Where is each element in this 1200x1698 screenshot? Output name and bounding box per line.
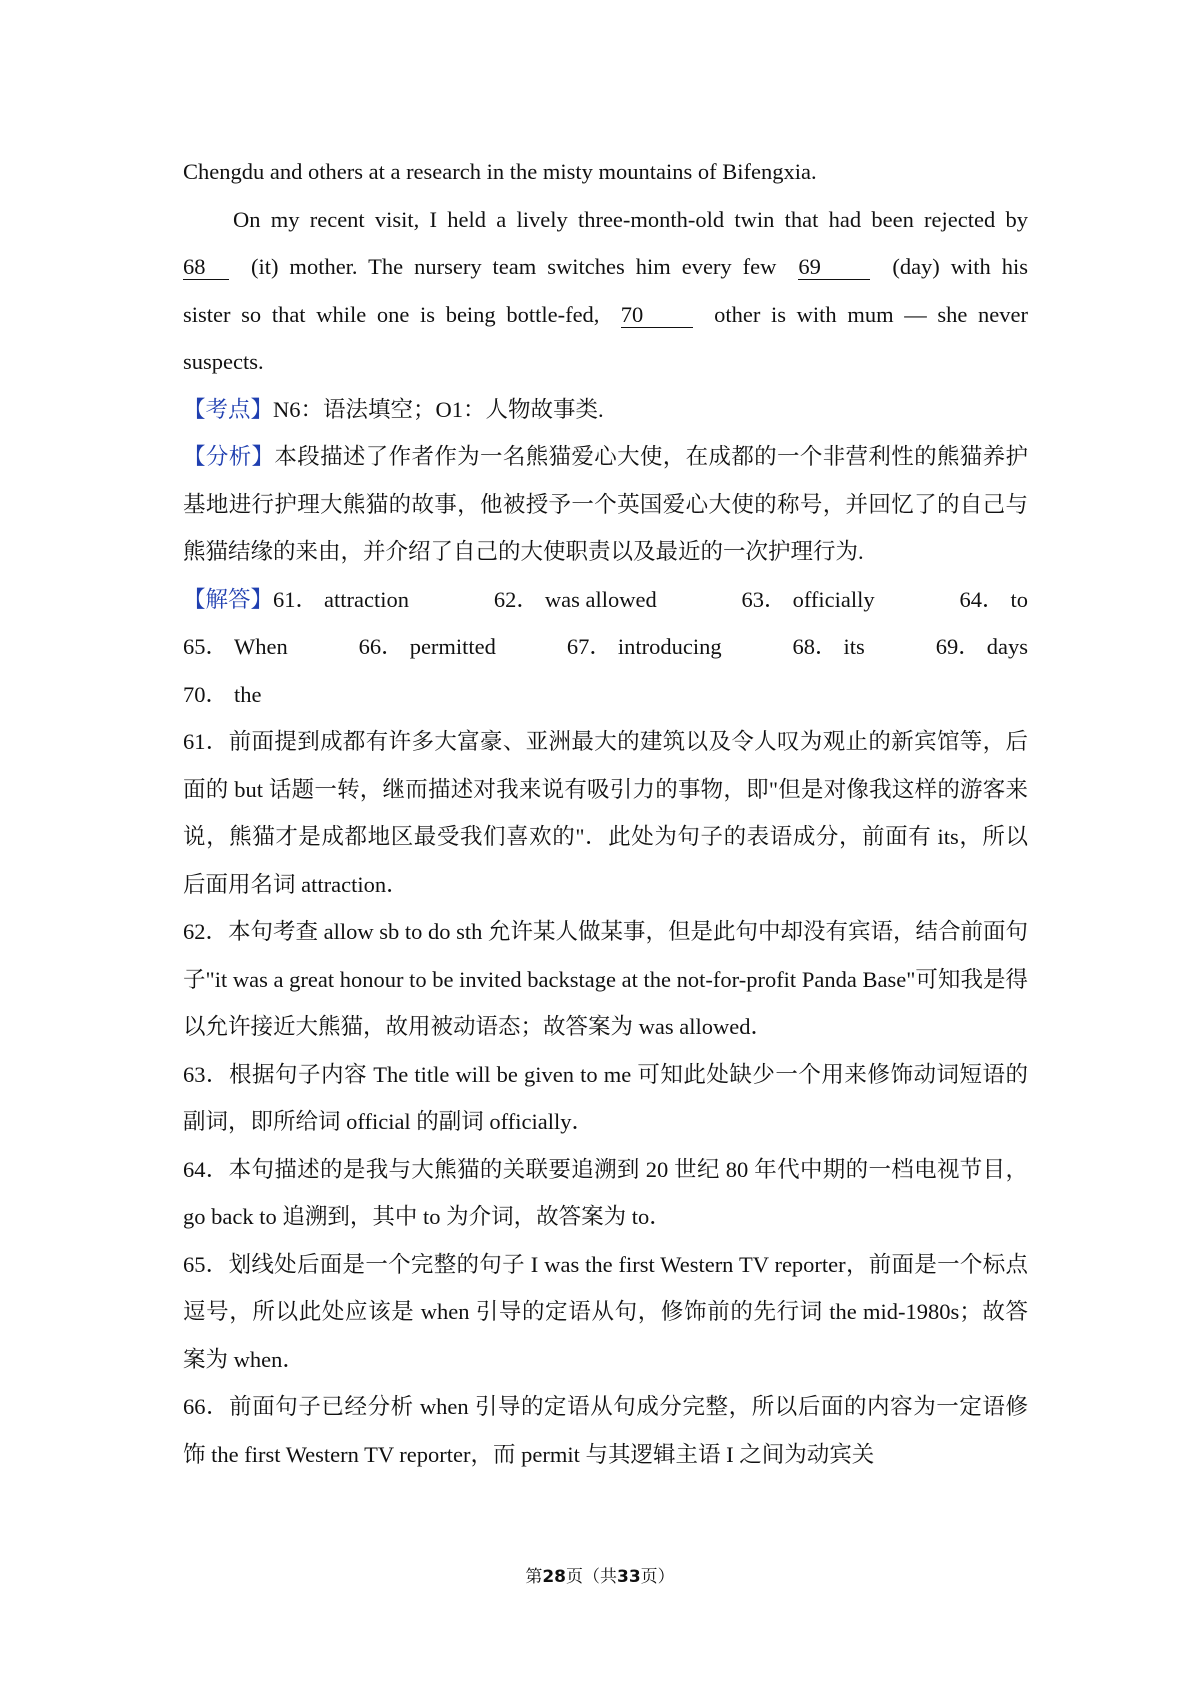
answer-text: attraction — [324, 586, 409, 612]
answer-num: 70． — [183, 681, 229, 707]
explanation-62: 62．本句考查 allow sb to do sth 允许某人做某事，但是此句中却没有宾语，结合前面句子"it was a great honour to be invited backstage at the not-for-profit Panda Base"可知我是得以允许接近大熊猫，故用被动语态；故答案为 was allowed． — [183, 919, 1029, 1039]
answer-text: permitted — [409, 634, 496, 659]
answer-num: 65． — [183, 634, 229, 659]
explanation-61: 61．前面提到成都有许多大富豪、亚洲最大的建筑以及令人叹为观止的新宾馆等，后面的 but 话题一转，继而描述对我来说有吸引力的事物，即"但是对像我这样的游客来说，熊猫才是成都地区最受我们喜欢的"．此处为句子的表语成分，前面有 its，所以后面用名词 attraction． — [183, 729, 1028, 897]
passage-paragraph-line — [183, 291, 1028, 339]
passage-text: (day) with his — [892, 254, 1029, 279]
answer-num: 66． — [358, 634, 404, 659]
answer-text: When — [234, 634, 288, 659]
jieda-answer-67 — [567, 623, 722, 671]
answer-text: days — [986, 634, 1028, 659]
answer-row — [183, 576, 1028, 624]
explanation-65: 65．划线处后面是一个完整的句子 I was the first Western TV reporter，前面是一个标点逗号，所以此处应该是 when 引导的定语从句，修饰前的先行词 the mid-1980s；故答案为 when． — [183, 1251, 1028, 1372]
explanation-63: 63．根据句子内容 The title will be given to me 可知此处缺少一个用来修饰动词短语的副词，即所给词 official 的副词 officially． — [183, 1061, 1028, 1134]
answer-text: introducing — [617, 634, 722, 659]
fenxi-section — [183, 433, 1028, 576]
jieda-answer-68 — [793, 623, 865, 671]
jieda-answer-69 — [936, 623, 1028, 671]
jieda-answer-63 — [742, 576, 875, 624]
kaodian-text: N6：语法填空；O1：人物故事类. — [273, 396, 604, 422]
answer-num: 63． — [741, 586, 787, 612]
blank-69: 69 — [798, 255, 870, 280]
answer-num: 67． — [566, 634, 612, 659]
jieda-answer-70 — [183, 682, 262, 707]
answer-row — [183, 671, 1028, 719]
page-footer — [0, 1562, 1200, 1587]
jieda-answer-66 — [359, 623, 496, 671]
jieda-label: 【解答】 — [183, 586, 274, 612]
footer-pre: 第 — [525, 1567, 543, 1587]
footer-post: 页） — [640, 1567, 675, 1587]
passage-line: Chengdu and others at a research in the misty mountains of Bifengxia. — [183, 159, 817, 184]
explanation-64: 64．本句描述的是我与大熊猫的关联要追溯到 20 世纪 80 年代中期的一档电视节目，go back to 追溯到，其中 to 为介词，故答案为 to． — [183, 1156, 1028, 1229]
footer-mid: 页（共 — [566, 1567, 617, 1587]
answer-num: 69． — [935, 634, 981, 659]
footer-total-pages: 33 — [617, 1567, 641, 1587]
answer-row — [183, 623, 1028, 671]
passage-paragraph — [183, 196, 1028, 244]
answer-text: the — [234, 681, 262, 707]
answer-num: 62． — [493, 586, 539, 612]
blank-70: 70 — [621, 303, 693, 328]
passage-text: (it) mother. The nursery team switches him every few — [250, 254, 777, 279]
answer-text: was allowed — [544, 586, 657, 612]
jieda-answer-62 — [494, 576, 657, 624]
passage-text: On my recent visit, I held a lively three-month-old twin that had been rejected by — [233, 206, 1028, 232]
kaodian-section — [183, 386, 1028, 434]
answer-num: 61． — [273, 586, 319, 612]
passage-text: other is with mum — she never — [714, 301, 1029, 327]
answer-num: 68． — [792, 634, 838, 659]
jieda-answer-64 — [959, 576, 1028, 624]
kaodian-label: 【考点】 — [183, 396, 274, 422]
passage-paragraph-line — [183, 243, 1028, 291]
fenxi-text: 本段描述了作者作为一名熊猫爱心大使，在成都的一个非营利性的熊猫养护基地进行护理大熊猫的故事，他被授予一个英国爱心大使的称号，并回忆了的自己与熊猫结缘的来由，并介绍了自己的大使职责以及最近的一次护理行为. — [183, 444, 1028, 564]
passage-line: suspects. — [183, 349, 264, 374]
passage-text: sister so that while one is being bottle-fed, — [183, 301, 600, 327]
fenxi-label: 【分析】 — [183, 444, 275, 469]
jieda-answer-65 — [183, 623, 288, 671]
jieda-section — [183, 576, 1028, 719]
answer-text: to — [1010, 586, 1028, 612]
answer-text: its — [843, 634, 865, 659]
jieda-answer-61 — [183, 576, 409, 624]
page-content — [183, 148, 1028, 1478]
explanation-66: 66．前面句子已经分析 when 引导的定语从句成分完整，所以后面的内容为一定语修饰 the first Western TV reporter，而 permit 与其逻辑主语 I 之间为动宾关 — [183, 1394, 1028, 1467]
footer-page-number: 28 — [542, 1567, 566, 1587]
answer-num: 64． — [959, 586, 1005, 612]
blank-68: 68 — [183, 255, 229, 280]
answer-text: officially — [792, 586, 875, 612]
